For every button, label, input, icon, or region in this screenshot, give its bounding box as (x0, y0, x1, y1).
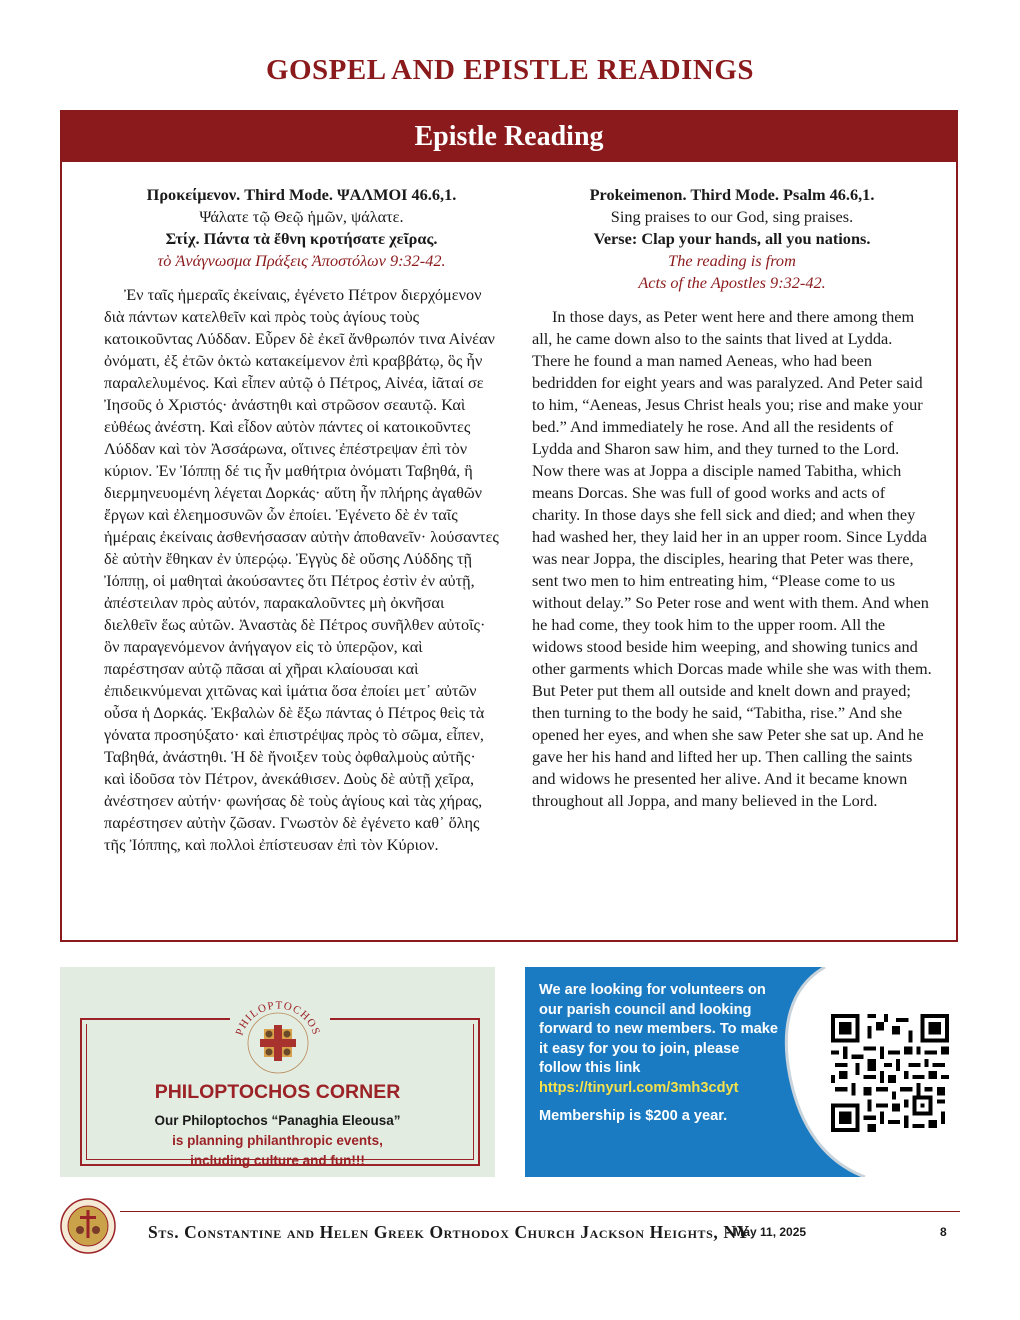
footer-divider (120, 1211, 960, 1212)
greek-prokeimenon (104, 184, 499, 272)
english-prokeimenon (532, 184, 932, 294)
page-title: GOSPEL AND EPISTLE READINGS (265, 54, 755, 86)
philoptochos-logo-text: PHILOPTOCHOS (233, 999, 323, 1038)
church-seal-icon (60, 1198, 116, 1254)
philoptochos-line3: including culture and fun!!! (190, 1153, 365, 1168)
footer-church-name: Sts. Constantine and Helen Greek Orthodox Church Jackson Heights, NY (148, 1222, 750, 1242)
english-body-text: In those days, as Peter went here and there among them all, he came down also to the saints that lived at Lydda. There he found a man named Aeneas, who had been bedridden for eight years and was paralyzed. And Peter said to him, “Aeneas, Jesus Christ heals you; rise and make your bed.” And immediately he rose. And all the residents of Lydda and Sharon saw him, and they turned to the Lord. Now there was at Joppa a disciple named Tabitha, which means Dorcas. She was full of good works and acts of charity. In those days she fell sick and died; and when they had washed her, they laid her in an upper room. Since Lydda was near Joppa, the disciples, hearing that Peter was there, sent two men to him entreating him, “Please come to us without delay.” So Peter rose and went with them. And when he had come, they took him to the upper room. All the widows stood beside him weeping, and showing tunics and other garments which Dorcas made while she was with them. But Peter put them all outside and knelt down and prayed; then turning to the body he said, “Tabitha, rise.” And she opened her eyes, and when she saw Peter she sat up. And he gave her his hand and lifted her up. Then calling the saints and widows he presented her alive. And it became known throughout all Joppa, and many believed in the Lord. (532, 307, 932, 810)
english-prok-line1: Prokeimenon. Third Mode. Psalm 46.6,1. (589, 185, 875, 204)
greek-reading-ref: τὸ Ἀνάγνωσμα Πράξεις Ἀποστόλων 9:32-42. (157, 251, 446, 270)
membership-fee: Membership is $200 a year. (539, 1107, 728, 1124)
epistle-reading-section (60, 110, 958, 942)
philoptochos-logo-icon (228, 979, 328, 1079)
greek-prok-line2: Ψάλατε τῷ Θεῷ ἡμῶν, ψάλατε. (199, 207, 404, 226)
membership-link[interactable]: https://tinyurl.com/3mh3cdyt (539, 1079, 739, 1096)
english-prok-line2: Sing praises to our God, sing praises. (610, 207, 854, 226)
english-prok-line3: Verse: Clap your hands, all you nations. (593, 229, 871, 248)
footer-date: - May 11, 2025 (726, 1225, 807, 1239)
philoptochos-corner (60, 967, 495, 1177)
greek-prok-line1: Προκείμενον. Third Mode. ΨΑΛΜΟΙ 46.6,1. (146, 185, 457, 204)
philoptochos-line2: is planning philanthropic events, (172, 1133, 383, 1148)
philoptochos-line1: Our Philoptochos “Panaghia Eleousa” (154, 1113, 401, 1128)
greek-column (104, 184, 499, 856)
english-column (532, 184, 932, 812)
epistle-header: Epistle Reading (62, 112, 956, 162)
philoptochos-title: PHILOPTOCHOS CORNER (154, 1081, 401, 1103)
volunteer-message: We are looking for volunteers on our parish council and looking forward to new members. To make it easy for you to join, please follow this link (539, 982, 778, 1077)
greek-body-text: Ἐν ταῖς ἡμεραῖς ἐκείναις, ἐγένετο Πέτρον διερχόμενον διὰ πάντων κατελθεῖν καὶ πρὸς τοὺς ἁγίους τοὺς κατοικοῦντας Λύδδαν. Εὗρεν δὲ ἐκεῖ ἄνθρωπόν τινα Αἰνέαν ὀνόματι, ἐξ ἐτῶν ὀκτὼ κατακείμενον ἐπὶ κραββάτῳ, ὃς ἦν παραλελυμένος. Καὶ εἶπεν αὐτῷ ὁ Πέτρος, Αἰνέα, ἰᾶταί σε Ἰησοῦς ὁ Χριστός· ἀνάστηθι καὶ στρῶσον σεαυτῷ. Καὶ εὐθέως ἀνέστη. Καὶ εἶδον αὐτὸν πάντες οἱ κατοικοῦντες Λύδδαν καὶ τὸν Ἀσσάρωνα, οἵτινες ἐπέστρεψαν ἐπὶ τὸν κύριον. Ἐν Ἰόππῃ δέ τις ἦν μαθήτρια ὀνόματι Ταβηθά, ἣ διερμηνευομένη λέγεται Δορκάς· αὕτη ἦν πλήρης ἀγαθῶν ἔργων καὶ ἐλεημοσυνῶν ὧν ἐποίει. Ἐγένετο δὲ ἐν ταῖς ἡμέραις ἐκείναις ἀσθενήσασαν αὐτὴν ἀποθανεῖν· λούσαντες δὲ αὐτὴν ἔθηκαν ἐν ὑπερῴῳ. Ἐγγὺς δὲ οὔσης Λύδδης τῇ Ἰόππῃ, οἱ μαθηταὶ ἀκούσαντες ὅτι Πέτρος ἐστὶν ἐν αὐτῇ, ἀπέστειλαν πρὸς αὐτόν, παρακαλοῦντες μὴ ὀκνῆσαι διελθεῖν ἕως αὐτῶν. Ἀναστὰς δὲ Πέτρος συνῆλθεν αὐτοῖς· ὃν παραγενόμενον ἀνήγαγον εἰς τὸ ὑπερῷον, καὶ παρέστησαν αὐτῷ πᾶσαι αἱ χῆραι κλαίουσαι καὶ ἐπιδεικνύμεναι χιτῶνας καὶ ἱμάτια ὅσα ἐποίει μετ᾽ αὐτῶν οὖσα ἡ Δορκάς. Ἐκβαλὼν δὲ ἔξω πάντας ὁ Πέτρος θεὶς τὰ γόνατα προσηύξατο· καὶ ἐπιστρέψας πρὸς τὸ σῶμα, εἶπεν, Ταβηθά, ἀνάστηθι. Ἡ δὲ ἤνοιξεν τοὺς ὀφθαλμοὺς αὐτῆς· καὶ ἰδοῦσα τὸν Πέτρον, ἀνεκάθισεν. Δοὺς δὲ αὐτῇ χεῖρα, ἀνέστησεν αὐτήν· φωνήσας δὲ τοὺς ἁγίους καὶ τὰς χήρας, παρέστησεν αὐτὴν ζῶσαν. Γνωστὸν δὲ ἐγένετο καθ᾽ ὅλης τῆς Ἰόππης, καὶ πολλοὶ ἐπίστευσαν ἐπὶ τὸν Κύριον. (104, 285, 499, 854)
page-number: 8 (940, 1225, 947, 1239)
qr-code-icon[interactable] (831, 1014, 949, 1132)
volunteer-text (539, 981, 779, 1126)
english-reading-ref-1: The reading is from (668, 251, 796, 270)
english-reading-ref-2: Acts of the Apostles 9:32-42. (638, 273, 826, 292)
volunteer-panel (525, 967, 960, 1177)
greek-prok-line3: Στίχ. Πάντα τὰ ἔθνη κροτήσατε χεῖρας. (165, 229, 438, 248)
